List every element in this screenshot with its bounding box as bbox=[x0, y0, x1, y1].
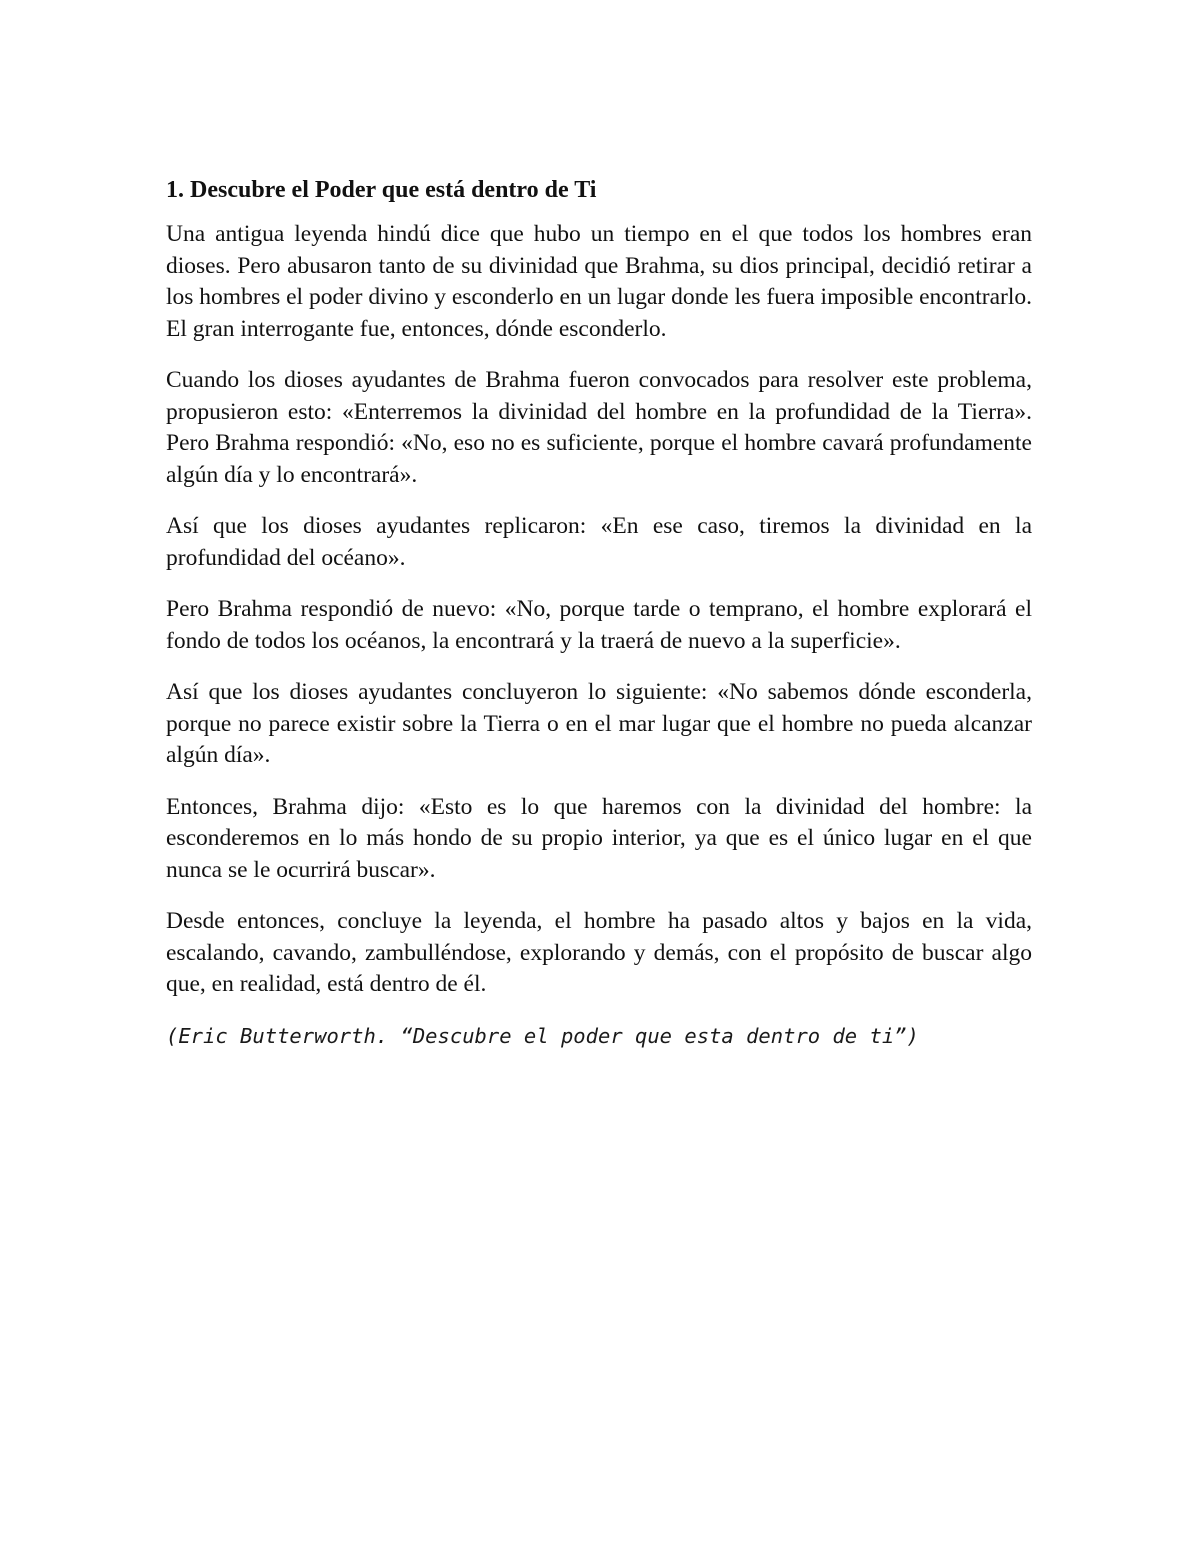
paragraph: Una antigua leyenda hindú dice que hubo un tiempo en el que todos los hombres eran dioses. Pero abusaron tanto de su divinidad que Brahma, su dios principal, decidió retirar a los hombres el poder divino y esconderlo en un lugar donde les fuera imposible encontrarlo. El gran interrogante fue, entonces, dónde esconderlo. bbox=[166, 221, 1033, 342]
paragraph: Entonces, Brahma dijo: «Esto es lo que haremos con la divinidad del hombre: la esconderemos en lo más hondo de su propio interior, ya que es el único lugar en el que nunca se le ocurrirá buscar». bbox=[166, 793, 1032, 883]
paragraph: Cuando los dioses ayudantes de Brahma fueron convocados para resolver este problema, propusieron esto: «Enterremos la divinidad del hombre en la profundidad de la Tierra». Pero Brahma respondió: «No, eso no es suficiente, porque el hombre cavará profundamente algún día y lo encontrará». bbox=[166, 367, 1032, 488]
document-title: 1. Descubre el Poder que está dentro de Ti bbox=[166, 177, 597, 203]
paragraph: Así que los dioses ayudantes replicaron: «En ese caso, tiremos la divinidad en la profundidad del océano». bbox=[166, 513, 1032, 571]
paragraph: Desde entonces, concluye la leyenda, el hombre ha pasado altos y bajos en la vida, escalando, cavando, zambulléndose, explorando y demás, con el propósito de buscar algo que, en realidad, está dentro de él. bbox=[166, 908, 1032, 997]
document-page bbox=[166, 174, 1032, 1052]
citation: (Eric Butterworth. “Descubre el poder que esta dentro de ti”) bbox=[166, 1023, 919, 1048]
paragraph: Así que los dioses ayudantes concluyeron lo siguiente: «No sabemos dónde esconderla, porque no parece existir sobre la Tierra o en el mar lugar que el hombre no pueda alcanzar algún día». bbox=[166, 679, 1032, 768]
paragraph: Pero Brahma respondió de nuevo: «No, porque tarde o temprano, el hombre explorará el fondo de todos los océanos, la encontrará y la traerá de nuevo a la superficie». bbox=[166, 596, 1032, 654]
